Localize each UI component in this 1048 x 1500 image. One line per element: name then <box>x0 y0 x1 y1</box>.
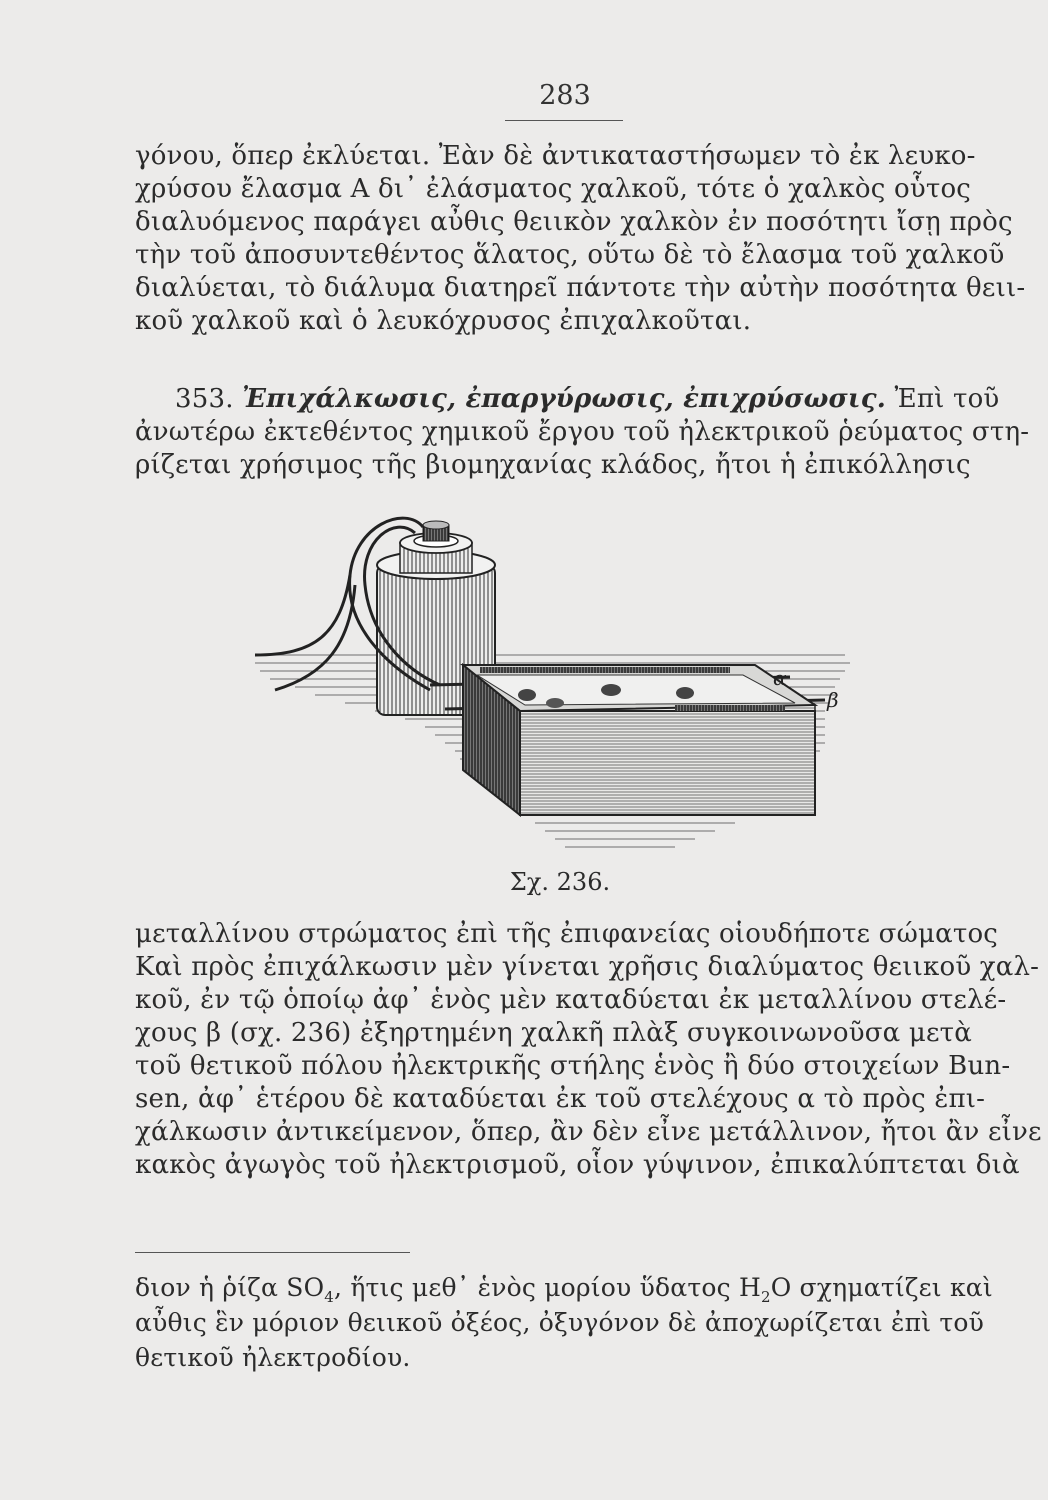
section-heading-line <box>135 383 1000 416</box>
text-line: χάλκωσιν ἀντικείμενον, ὅπερ, ἂν δὲν εἶνε μετάλλινον, ἤτοι ἂν εἶνε <box>135 1117 1042 1147</box>
electrolytic-bath-drawing <box>463 665 815 815</box>
text-line: ἀνωτέρω ἐκτεθέντος χημικοῦ ἔργου τοῦ ἠλεκτρικοῦ ῥεύματος στη- <box>135 417 1030 447</box>
page-number-rule <box>505 120 623 121</box>
text-line: μεταλλίνου στρώματος ἐπὶ τῆς ἐπιφανείας οἱουδήποτε σώματος <box>135 919 999 949</box>
text-line: Καὶ πρὸς ἐπιχάλκωσιν μὲν γίνεται χρῆσις διαλύματος θειικοῦ χαλ- <box>135 952 1040 982</box>
section-title: Ἐπιχάλκωσις, ἐπαργύρωσις, ἐπιχρύσωσις. <box>242 384 886 414</box>
footnote-text: , ἥτις μεθ᾽ ἑνὸς μορίου ὕδατος H <box>334 1273 761 1302</box>
text-line: διαλύεται, τὸ διάλυμα διατηρεῖ πάντοτε τὴν αὐτὴν ποσότητα θειι- <box>135 273 1026 303</box>
text-line: τοῦ θετικοῦ πόλου ἠλεκτρικῆς στήλης ἑνὸς ἢ δύο στοιχείων Bun- <box>135 1051 1011 1081</box>
text-line: sen, ἀφ᾽ ἑτέρου δὲ καταδύεται ἐκ τοῦ στελέχους α τὸ πρὸς ἐπι- <box>135 1084 986 1114</box>
paragraph-1 <box>135 140 1026 338</box>
text-line: τὴν τοῦ ἀποσυντεθέντος ἅλατος, οὕτω δὲ τὸ ἔλασμα τοῦ χαλκοῦ <box>135 240 1005 270</box>
footnote-line <box>135 1270 993 1306</box>
footnote-rule <box>135 1252 410 1253</box>
footnote <box>135 1270 993 1375</box>
footnote-line: αὖθις ἓν μόριον θειικοῦ ὀξέος, ὀξυγόνον δὲ ἀποχωρίζεται ἐπὶ τοῦ <box>135 1308 985 1337</box>
subscript: 4 <box>324 1288 335 1306</box>
figure-caption: Σχ. 236. <box>509 868 611 896</box>
section-number: 353. <box>175 384 234 414</box>
footnote-text: O σχηματίζει καὶ <box>770 1273 993 1302</box>
rod-label-b: β <box>827 688 839 712</box>
text-line: κακὸς ἀγωγὸς τοῦ ἠλεκτρισμοῦ, οἷον γύψινον, ἐπικαλύπτεται διὰ <box>135 1150 1020 1180</box>
page-number: 283 <box>539 80 591 111</box>
text-line: χρύσου ἔλασμα Α δι᾽ ἐλάσματος χαλκοῦ, τότε ὁ χαλκὸς οὗτος <box>135 174 972 204</box>
figure-236-illustration <box>255 515 855 860</box>
text-line: κοῦ χαλκοῦ καὶ ὁ λευκόχρυσος ἐπιχαλκοῦται. <box>135 306 752 336</box>
footnote-line: θετικοῦ ἠλεκτροδίου. <box>135 1343 411 1372</box>
text-line: γόνου, ὅπερ ἐκλύεται. Ἐὰν δὲ ἀντικαταστήσωμεν τὸ ἐκ λευκο- <box>135 141 976 171</box>
text-line: ρίζεται χρήσιμος τῆς βιομηχανίας κλάδος, ἤτοι ἡ ἐπικόλλησις <box>135 450 971 480</box>
section-353 <box>135 383 1030 482</box>
footnote-text: διον ἡ ῥίζα SO <box>135 1273 325 1302</box>
subscript: 2 <box>760 1288 771 1306</box>
section-first-line-text: Ἐπὶ τοῦ <box>894 384 1000 414</box>
rod-label-a: α <box>773 666 787 690</box>
text-line: χους β (σχ. 236) ἐξηρτημένη χαλκῆ πλὰξ συγκοινωνοῦσα μετὰ <box>135 1018 972 1048</box>
text-line: διαλυόμενος παράγει αὖθις θειικὸν χαλκὸν ἐν ποσότητι ἴσῃ πρὸς <box>135 207 1013 237</box>
text-line: κοῦ, ἐν τῷ ὁποίῳ ἀφ᾽ ἑνὸς μὲν καταδύεται ἐκ μεταλλίνου στελέ- <box>135 985 1007 1015</box>
paragraph-2 <box>135 918 1042 1182</box>
